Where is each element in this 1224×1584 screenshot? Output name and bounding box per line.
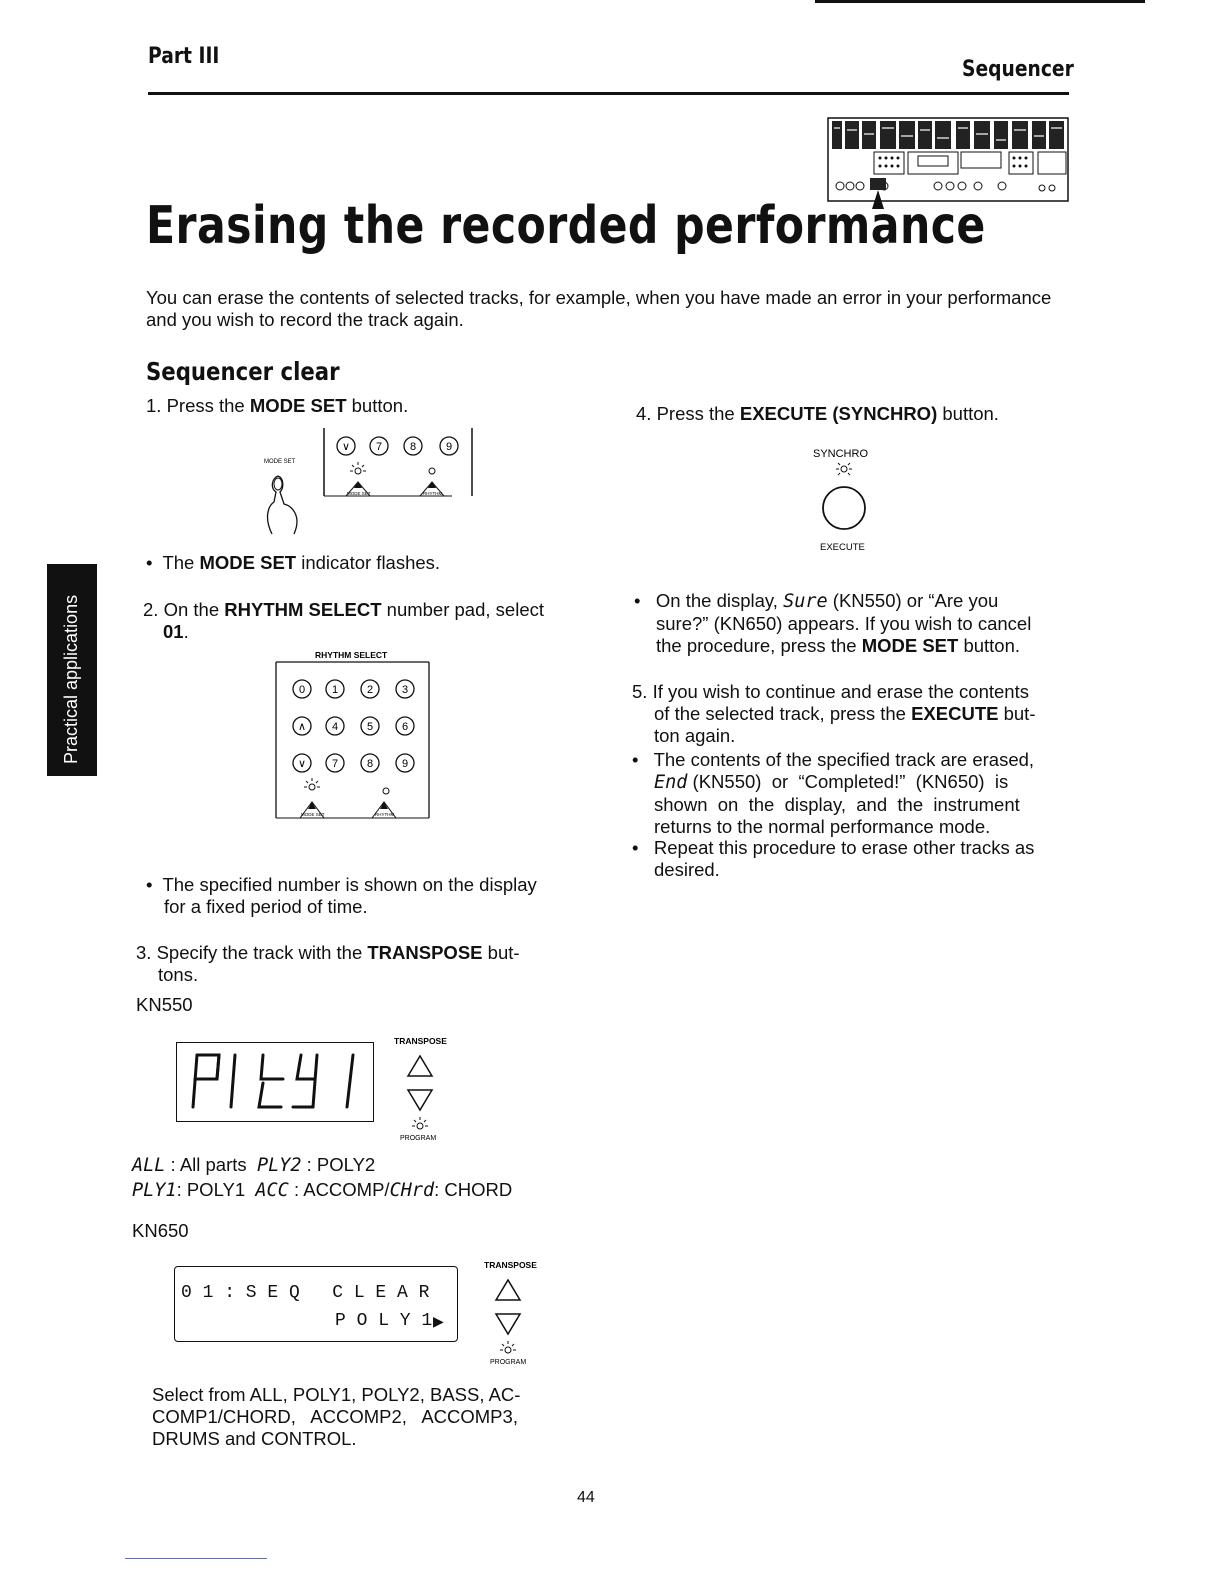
page-title: Erasing the recorded performance <box>146 196 986 256</box>
page-number: 44 <box>577 1489 595 1506</box>
mode-set-small: MODE SET <box>301 812 325 817</box>
key-7: 7 <box>375 441 383 453</box>
key-9: 9 <box>445 441 453 453</box>
transpose-buttons-kn650 <box>476 1256 556 1368</box>
key-3: 3 <box>401 684 409 696</box>
kn550-display <box>176 1042 374 1122</box>
key-1: 1 <box>331 684 339 696</box>
step-5: 5. If you wish to continue and erase the contents of the selected track, press the EXECUTE but- ton again. <box>632 681 1036 746</box>
transpose-buttons-kn550 <box>386 1032 466 1142</box>
section-header: Sequencer <box>962 57 1074 82</box>
mode-set-label: MODE SET <box>264 459 296 465</box>
transpose-down-icon[interactable] <box>496 1314 520 1334</box>
step-4: 4. Press the EXECUTE (SYNCHRO) button. <box>636 403 999 424</box>
kn650-lcd <box>174 1266 458 1342</box>
key-up: ∧ <box>297 721 307 733</box>
mode-set-diagram <box>258 426 478 538</box>
top-corner-rule <box>815 0 1145 3</box>
lcd-arrow-icon: ▶ <box>433 1313 444 1329</box>
key-2: 2 <box>366 684 374 696</box>
select-text: Select from ALL, POLY1, POLY2, BASS, AC- COMP1/CHORD, ACCOMP2, ACCOMP3, DRUMS and CONTROL. <box>152 1384 521 1449</box>
key-4: 4 <box>331 721 339 733</box>
key-8: 8 <box>409 441 417 453</box>
transpose-label: TRANSPOSE <box>484 1260 537 1270</box>
program-label: PROGRAM <box>490 1359 527 1366</box>
kn550-label: KN550 <box>136 994 193 1015</box>
key-down: ∨ <box>341 441 351 453</box>
lcd-line-1: 0 1 : S E Q C L E A R <box>181 1283 430 1303</box>
key-8: 8 <box>366 758 374 770</box>
side-tab <box>47 564 97 776</box>
step-2: 2. On the RHYTHM SELECT number pad, select 01. <box>143 599 544 642</box>
transpose-up-icon[interactable] <box>496 1280 520 1300</box>
execute-label: EXECUTE <box>820 542 865 553</box>
bottom-corner-rule <box>125 1558 267 1559</box>
step-1-note: • The MODE SET indicator flashes. <box>146 552 441 573</box>
kn550-code-row-1: ALL : All parts PLY2 : POLY2 <box>132 1154 376 1176</box>
step-5-note-1: • The contents of the specified track are erased, End (KN550) or “Completed!” (KN650) is shown on the display, and the instrument returns to the normal performance mode. <box>632 749 1035 837</box>
mode-set-small: MODE SET <box>347 491 371 496</box>
rhythm-small: RHYTHM <box>423 491 443 496</box>
key-7: 7 <box>331 758 339 770</box>
key-9: 9 <box>401 758 409 770</box>
program-label: PROGRAM <box>400 1135 437 1142</box>
step-4-note: • On the display, Sure (KN550) or “Are you sure?” (KN650) appears. If you wish to cancel the procedure, press the MODE SET button. <box>634 590 1032 656</box>
step-2-note: • The specified number is shown on the display for a fixed period of time. <box>146 874 537 917</box>
transpose-down-icon[interactable] <box>408 1090 432 1110</box>
step-3: 3. Specify the track with the TRANSPOSE but- tons. <box>136 942 520 985</box>
key-5: 5 <box>366 721 374 733</box>
kn550-code-row-2: PLY1: POLY1 ACC : ACCOMP/CHrd: CHORD <box>132 1179 513 1201</box>
synchro-label: SYNCHRO <box>813 448 869 460</box>
rhythm-small: RHYTHM <box>375 812 395 817</box>
key-0: 0 <box>298 684 306 696</box>
key-6: 6 <box>401 721 409 733</box>
side-tab-label: Practical applications <box>61 594 81 764</box>
intro-paragraph: You can erase the contents of selected tracks, for example, when you have made an error in your performance and you wish to record the track again. <box>146 287 1052 330</box>
step-1: 1. Press the MODE SET button. <box>146 395 409 416</box>
header-rule <box>148 92 1069 95</box>
rhythm-select-diagram <box>272 648 434 822</box>
step-5-note-2: • Repeat this procedure to erase other tracks as desired. <box>632 837 1035 880</box>
kn550-segment-display <box>177 1043 373 1121</box>
transpose-label: TRANSPOSE <box>394 1036 447 1046</box>
key-down: ∨ <box>297 758 307 770</box>
transpose-up-icon[interactable] <box>408 1056 432 1076</box>
execute-button[interactable] <box>823 487 865 529</box>
section-heading: Sequencer clear <box>146 357 340 386</box>
rhythm-select-label: RHYTHM SELECT <box>315 650 388 660</box>
lcd-line-2: P O L Y 1 <box>335 1311 433 1331</box>
execute-button-diagram <box>800 440 890 556</box>
kn650-label: KN650 <box>132 1220 189 1241</box>
part-label: Part III <box>148 44 220 69</box>
